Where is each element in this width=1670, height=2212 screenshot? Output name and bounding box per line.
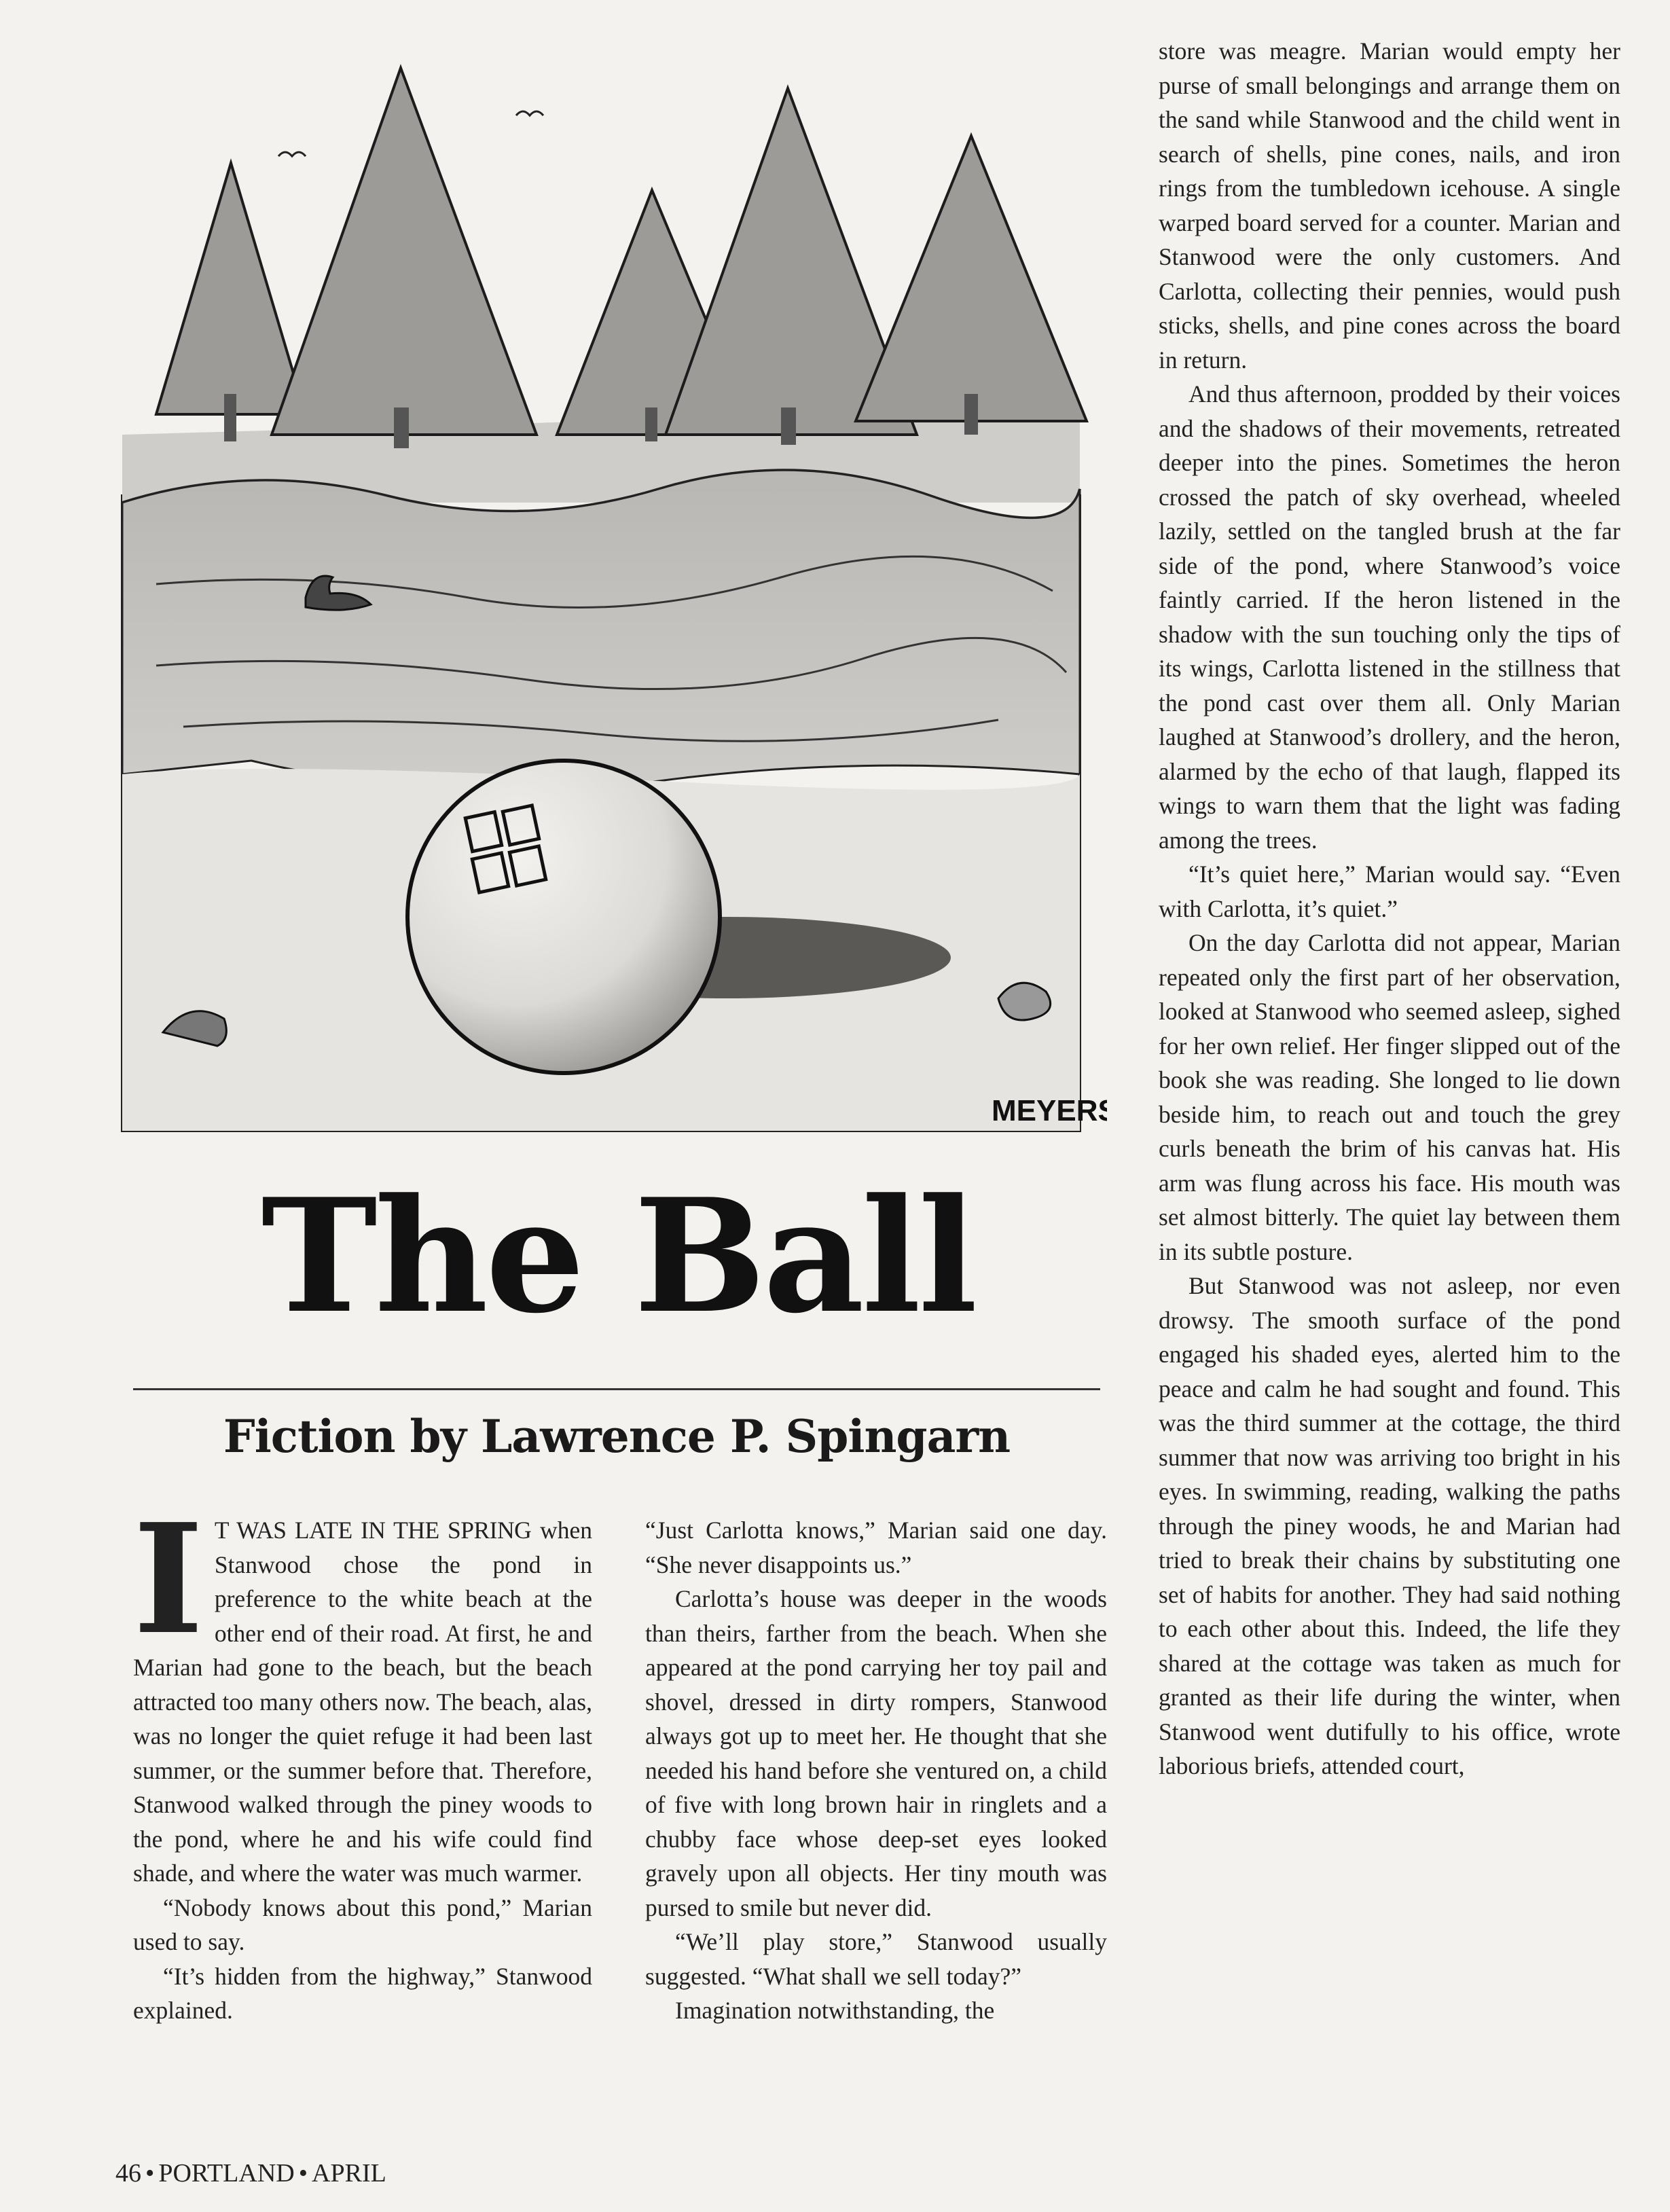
bird [278, 152, 306, 156]
paragraph: store was meagre. Marian would empty her purse of small belongings and arrange them on the sand while Stanwood and the child went in search of shells, pine cones, nails, and iron rings from the tumbledown icehouse. A single warped board served for a counter. Marian and Stanwood were the only customers. And Carlotta, collecting their pennies, would push sticks, shells, and pine cones across the board in return. [1159, 37, 1620, 374]
paragraph: But Stanwood was not asleep, nor even drowsy. The smooth surface of the pond engaged his shaded eyes, alerted him to the peace and calm he had sought and found. This was the third summer at the cottage, the third summer that now was arriving too bright in his eyes. In swimming, reading, walking the paths through the piney woods, he and Marian had tried to break their chains by substituting one set of habits for another. They had said nothing to each other about this. Indeed, the life they shared at the cottage was taken as much for granted as their life during the winter, when Stanwood went dutifully to his office, wrote laborious briefs, attended court, [1159, 1272, 1620, 1779]
paragraph: “It’s hidden from the highway,” Stanwood explained. [133, 1962, 592, 2024]
separator: • [145, 2159, 155, 2188]
issue-month: APRIL [312, 2159, 386, 2188]
lead-in: T WAS LATE IN THE SPRING [214, 1517, 532, 1544]
paragraph-text: when Stanwood chose the pond in preference to the white beach at the other end of their road. At first, he and Marian had gone to the beach, but the beach attracted too many others now. The beach, alas, was no longer the quiet refuge it had been last summer, or the summer before that. Therefore, Stanwood walked through the piney woods to the pond, where he and his wife could find shade, and where the water was much warmer. [133, 1517, 592, 1887]
article-byline: Fiction by Lawrence P. Spingarn [223, 1410, 1011, 1463]
paragraph: “Nobody knows about this pond,” Marian used to say. [133, 1893, 592, 1955]
artist-signature: MEYERS [992, 1094, 1107, 1127]
story-illustration [115, 54, 1107, 1155]
paragraph: Carlotta’s house was deeper in the woods than theirs, farther from the beach. When she appeared at the pond carrying her toy pail and shovel, dressed in dirty rompers, Stanwood always got up to meet her. He thought that she needed his hand before she ventured on, a child of five with long brown hair in ringlets and a chubby face whose deep-set eyes looked gravely upon all objects. Her tiny mouth was pursed to smile but never did. [645, 1585, 1107, 1921]
page-footer [115, 2158, 386, 2188]
paragraph: Imagination notwithstanding, the [675, 1997, 995, 2024]
text-column-2 [645, 1513, 1107, 2028]
magazine-name: PORTLAND [158, 2159, 295, 2188]
paragraph: “We’ll play store,” Stanwood usually suggested. “What shall we sell today?” [645, 1928, 1107, 1990]
title-divider [133, 1388, 1100, 1390]
ball [407, 761, 720, 1073]
page-number: 46 [115, 2159, 141, 2188]
bird [516, 111, 543, 115]
text-column-3 [1159, 34, 1620, 1783]
article-title: The Ball [261, 1165, 975, 1348]
pine-trees [156, 68, 1087, 435]
separator: • [298, 2159, 308, 2188]
pond-ball-drawing [115, 54, 1107, 1155]
paragraph [133, 1491, 592, 1891]
paragraph: “It’s quiet here,” Marian would say. “Even with Carlotta, it’s quiet.” [1159, 860, 1620, 922]
drop-cap: I [133, 1491, 204, 1668]
paragraph: “Just Carlotta knows,” Marian said one day. “She never disappoints us.” [645, 1517, 1107, 1578]
pond-water [122, 470, 1080, 791]
paragraph: And thus afternoon, prodded by their voices and the shadows of their movements, retreated deeper into the pines. Sometimes the heron crossed the patch of sky overhead, wheeled lazily, settled on the tangled brush at the far side of the pond, where Stanwood’s voice faintly carried. If the heron listened in the shadow with the sun touching only the tips of its wings, Carlotta listened in the stillness that the pond cast over them all. Only Marian laughed at Stanwood’s drollery, and the heron, alarmed by the echo of that laugh, flapped its wings to warn them that the light was fading among the trees. [1159, 380, 1620, 854]
text-column-1 [133, 1491, 592, 2028]
paragraph: On the day Carlotta did not appear, Marian repeated only the first part of her observation, looked at Stanwood who seemed asleep, sighed for her own relief. Her finger slipped out of the book she was reading. She longed to lie down beside him, to reach out and touch the grey curls beneath the brim of his canvas hat. His arm was flung across his face. His mouth was set almost bitterly. The quiet lay between them in its subtle posture. [1159, 929, 1620, 1265]
